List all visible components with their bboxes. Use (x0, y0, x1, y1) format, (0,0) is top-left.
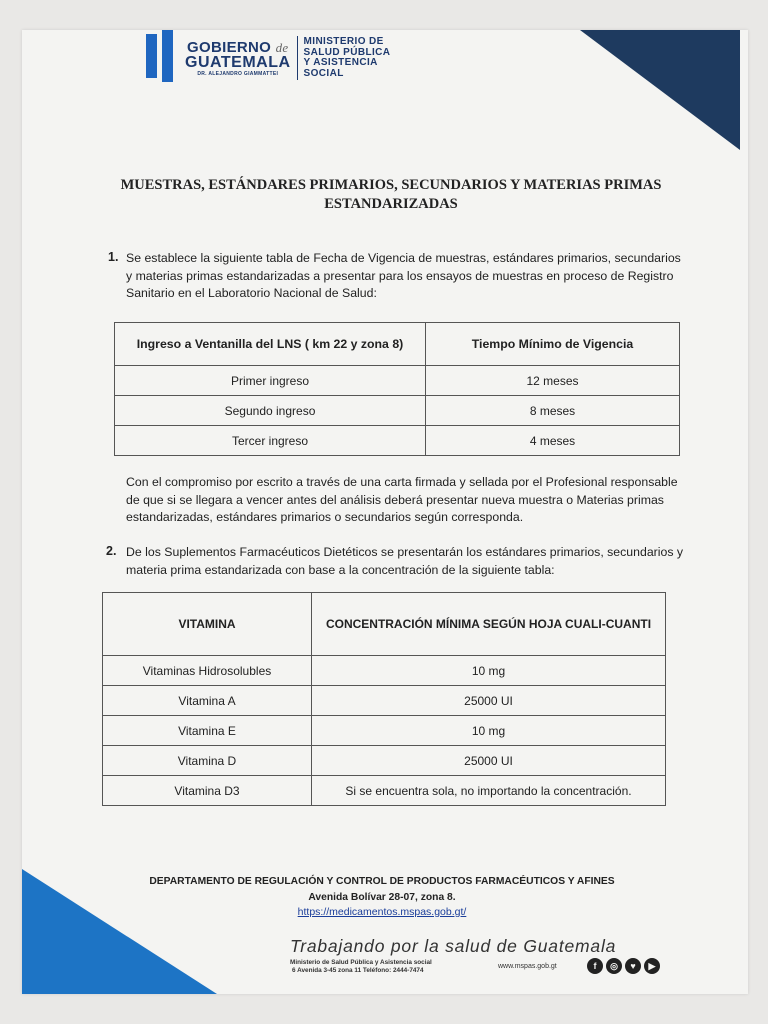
ministry-line: SALUD PÚBLICA (303, 46, 391, 58)
table-cell: Vitamina D (103, 746, 312, 776)
table-cell: Si se encuentra sola, no importando la concentración. (312, 776, 666, 806)
department-name: DEPARTAMENTO DE REGULACIÓN Y CONTROL DE PRODUCTOS FARMACÉUTICOS Y AFINES (149, 876, 615, 887)
footer-website[interactable]: www.mspas.gob.gt (498, 963, 557, 970)
flag-bars-icon (146, 34, 173, 82)
government-logo (146, 34, 390, 82)
ministry-footer-name: Ministerio de Salud Pública y Asistencia social (290, 959, 432, 966)
facebook-icon[interactable]: f (587, 958, 603, 974)
vitamin-table (102, 592, 666, 806)
validity-table (114, 322, 680, 456)
table-cell: 8 meses (426, 396, 680, 426)
document-page (22, 30, 748, 994)
decorative-triangle-bottom (22, 869, 217, 994)
table-cell: Tercer ingreso (115, 426, 426, 456)
slogan: Trabajando por la salud de Guatemala (290, 936, 617, 956)
commitment-text (126, 474, 686, 527)
table-row (103, 716, 666, 746)
item1-line: Se establece la siguiente tabla de Fecha de Vigencia de muestras, estándares primarios, secundarios (126, 251, 681, 265)
youtube-icon[interactable]: ▶ (644, 958, 660, 974)
ministry-name (304, 37, 391, 79)
table-cell: 10 mg (312, 716, 666, 746)
item1-line: Sanitario en el Laboratorio Nacional de Salud: (126, 286, 377, 300)
table-row (103, 656, 666, 686)
gov-de: de (275, 39, 289, 55)
ministry-line: Y ASISTENCIA (303, 57, 378, 68)
table-cell: Segundo ingreso (115, 396, 426, 426)
table-cell: Vitamina A (103, 686, 312, 716)
ministry-line: MINISTERIO DE (303, 36, 384, 47)
title-line: ESTANDARIZADAS (324, 196, 458, 212)
table-header-row (103, 593, 666, 656)
document-title (108, 176, 674, 214)
table-row (115, 396, 680, 426)
department-address: Avenida Bolívar 28-07, zona 8. (308, 892, 456, 903)
ministry-line: SOCIAL (303, 67, 344, 79)
table-row (103, 776, 666, 806)
website-link[interactable]: https://medicamentos.mspas.gob.gt/ (297, 906, 467, 918)
item1-text (126, 250, 686, 303)
table-header: CONCENTRACIÓN MÍNIMA SEGÚN HOJA CUALI-CUANTI (312, 593, 666, 656)
gov-line3: DR. ALEJANDRO GIAMMATTEI (197, 70, 279, 77)
gov-line1: GOBIERNO (187, 38, 272, 56)
item2-text (126, 544, 686, 579)
gov-line2: GUATEMALA (185, 53, 291, 71)
item2-line: materia prima estandarizada con base a la concentración de la siguiente tabla: (126, 562, 555, 577)
commitment-line: de que si se llegara a vencer antes del análisis deberá presentar nueva muestra o Materias primas (126, 492, 664, 507)
table-cell: 10 mg (312, 656, 666, 686)
table-cell: Vitamina D3 (103, 776, 312, 806)
table-cell: 25000 UI (312, 746, 666, 776)
table-header: Ingreso a Ventanilla del LNS ( km 22 y zona 8) (115, 323, 426, 366)
commitment-line: Con el compromiso por escrito a través de una carta firmada y sellada por el Profesional responsable (126, 475, 678, 489)
social-icons (587, 958, 660, 974)
table-row (115, 426, 680, 456)
instagram-icon[interactable]: ◎ (606, 958, 622, 974)
table-row (115, 366, 680, 396)
table-row (103, 686, 666, 716)
item1-number: 1. (108, 250, 119, 264)
table-cell: Vitamina E (103, 716, 312, 746)
item2-number: 2. (106, 544, 117, 558)
table-header: Tiempo Mínimo de Vigencia (426, 323, 680, 366)
decorative-triangle-top (580, 30, 740, 150)
ministry-footer-address: 6 Avenida 3-45 zona 11 Teléfono: 2444-7474 (292, 967, 424, 974)
table-row (103, 746, 666, 776)
item2-line: De los Suplementos Farmacéuticos Dietéticos se presentarán los estándares primarios, secundarios y (126, 545, 684, 559)
table-cell: Vitaminas Hidrosolubles (103, 656, 312, 686)
twitter-icon[interactable]: ♥ (625, 958, 641, 974)
table-header: VITAMINA (103, 593, 312, 656)
commitment-line: estandarizadas, estándares primarios o secundarios según corresponda. (126, 510, 524, 524)
government-wordmark (185, 40, 291, 77)
table-cell: 25000 UI (312, 686, 666, 716)
table-header-row (115, 323, 680, 366)
logo-divider (297, 36, 298, 80)
table-cell: Primer ingreso (115, 366, 426, 396)
item1-line: y materias primas estandarizadas a presentar para los ensayos de muestras en proceso de Registro (126, 268, 674, 283)
table-cell: 12 meses (426, 366, 680, 396)
table-cell: 4 meses (426, 426, 680, 456)
title-line: MUESTRAS, ESTÁNDARES PRIMARIOS, SECUNDARIOS Y MATERIAS PRIMAS (120, 177, 662, 193)
